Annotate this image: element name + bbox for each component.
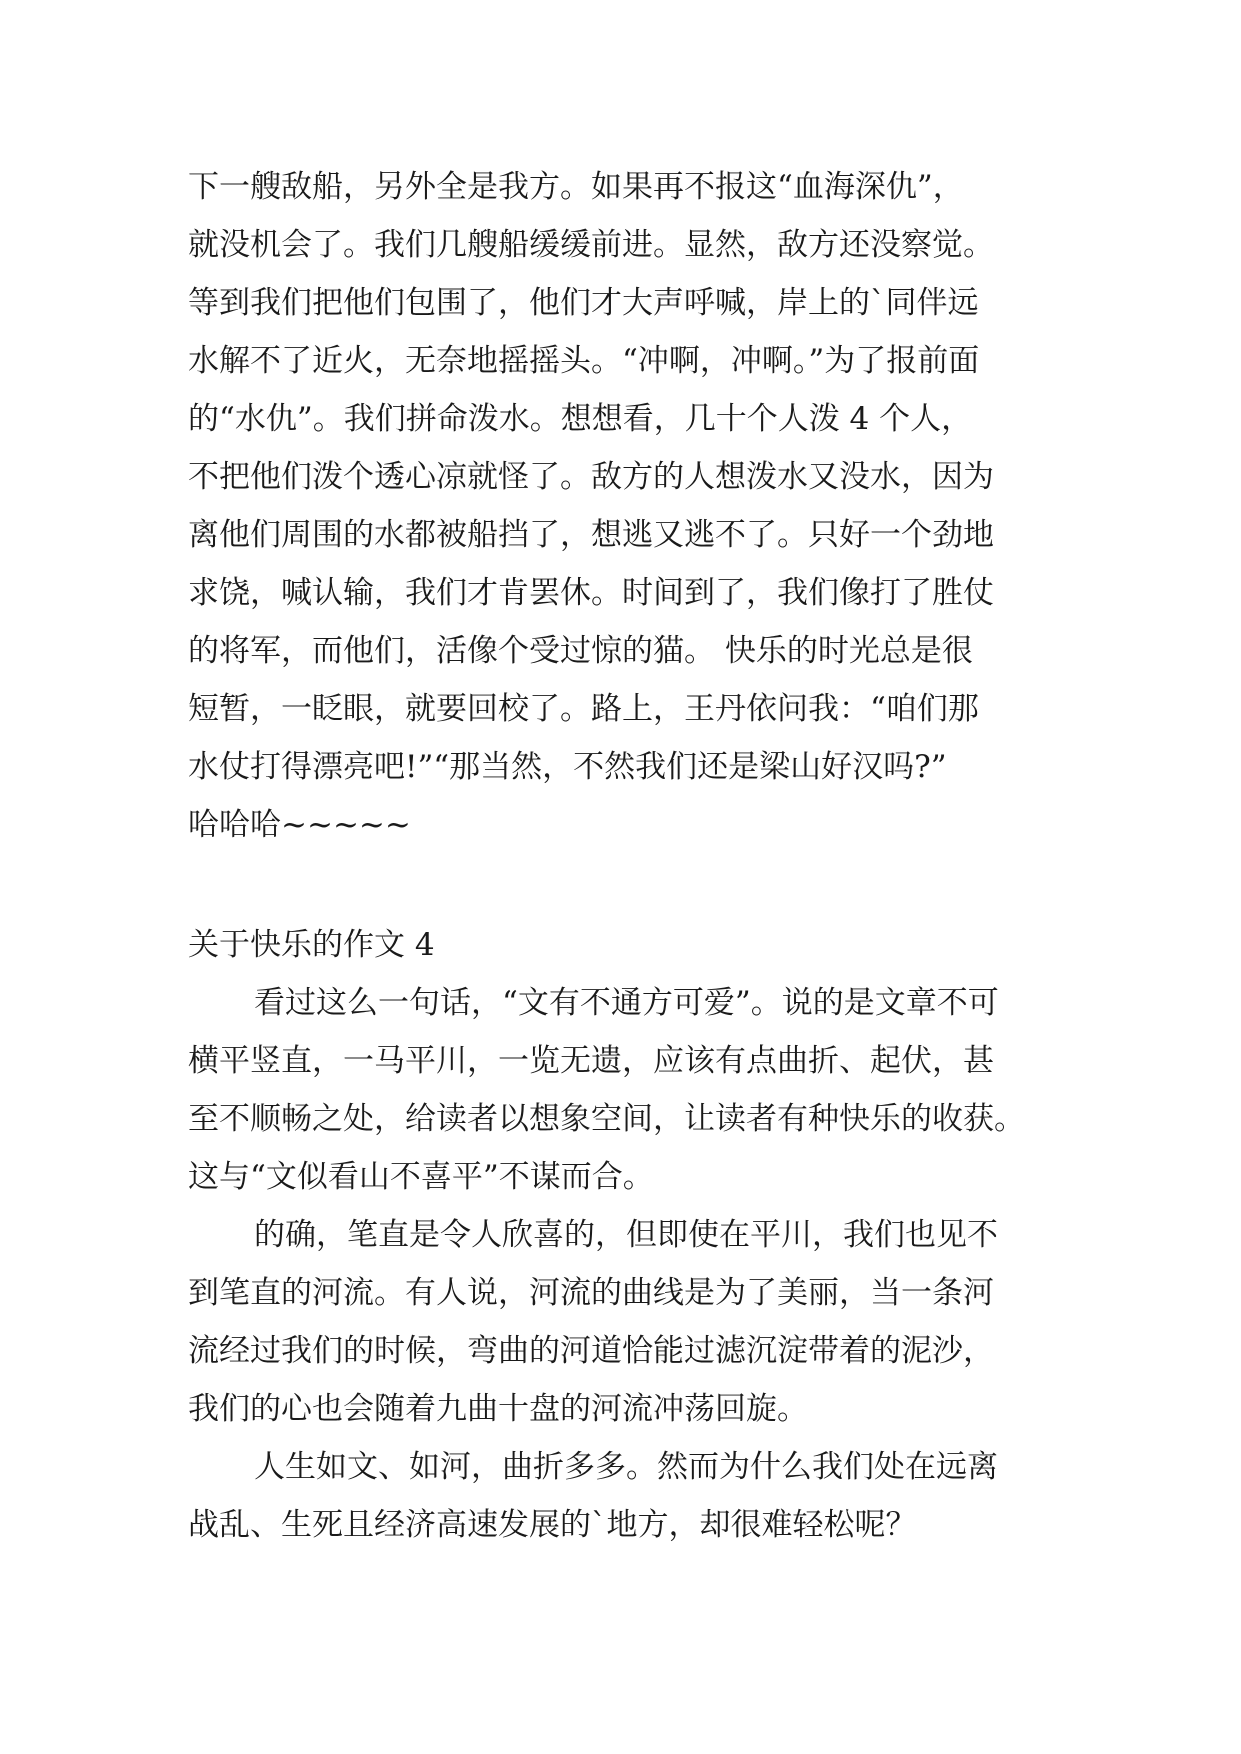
- text-line: 战乱、生死且经济高速发展的`地方，却很难轻松呢？: [188, 1507, 917, 1543]
- text-line: 的“水仇”。我们拼命泼水。想想看，几十个人泼 4 个人，: [188, 401, 973, 437]
- text-line: 等到我们把他们包围了，他们才大声呼喊，岸上的`同伴远: [188, 285, 979, 321]
- text-line: 哈哈哈~~~~~: [188, 807, 411, 843]
- paragraph: [188, 1438, 1068, 1554]
- text-line: 就没机会了。我们几艘船缓缓前进。显然，敌方还没察觉。: [188, 227, 994, 263]
- text-line: 人生如文、如河，曲折多多。然而为什么我们处在远离: [254, 1449, 998, 1485]
- text-line: 到笔直的河流。有人说，河流的曲线是为了美丽，当一条河: [188, 1275, 994, 1311]
- text-line: 横平竖直，一马平川，一览无遗，应该有点曲折、起伏，甚: [188, 1043, 994, 1079]
- text-line: 至不顺畅之处，给读者以想象空间，让读者有种快乐的收获。: [188, 1101, 1025, 1137]
- paragraph: [188, 974, 1068, 1206]
- text-line: 求饶，喊认输，我们才肯罢休。时间到了，我们像打了胜仗: [188, 575, 994, 611]
- section-title: 关于快乐的作文 4: [188, 927, 435, 963]
- essay-continuation: [188, 158, 1068, 854]
- text-line: 水仗打得漂亮吧!”“那当然，不然我们还是梁山好汉吗?”: [188, 749, 947, 785]
- text-line: 的将军，而他们，活像个受过惊的猫。 快乐的时光总是很: [188, 633, 973, 669]
- text-line: 下一艘敌船，另外全是我方。如果再不报这“血海深仇”，: [188, 169, 964, 205]
- text-line: 我们的心也会随着九曲十盘的河流冲荡回旋。: [188, 1391, 808, 1427]
- text-line: 水解不了近火，无奈地摇摇头。“冲啊，冲啊。”为了报前面: [188, 343, 980, 379]
- text-line: 看过这么一句话，“文有不通方可爱”。说的是文章不可: [254, 985, 999, 1021]
- text-line: 不把他们泼个透心凉就怪了。敌方的人想泼水又没水，因为: [188, 459, 994, 495]
- text-line: 这与“文似看山不喜平”不谋而合。: [188, 1159, 654, 1195]
- essay-section: [188, 916, 1068, 1554]
- text-line: 离他们周围的水都被船挡了，想逃又逃不了。只好一个劲地: [188, 517, 994, 553]
- text-line: 短暂，一眨眼，就要回校了。路上，王丹依问我：“咱们那: [188, 691, 979, 727]
- paragraph: [188, 1206, 1068, 1438]
- text-line: 的确，笔直是令人欣喜的，但即使在平川，我们也见不: [254, 1217, 998, 1253]
- text-line: 流经过我们的时候，弯曲的河道恰能过滤沉淀带着的泥沙，: [188, 1333, 994, 1369]
